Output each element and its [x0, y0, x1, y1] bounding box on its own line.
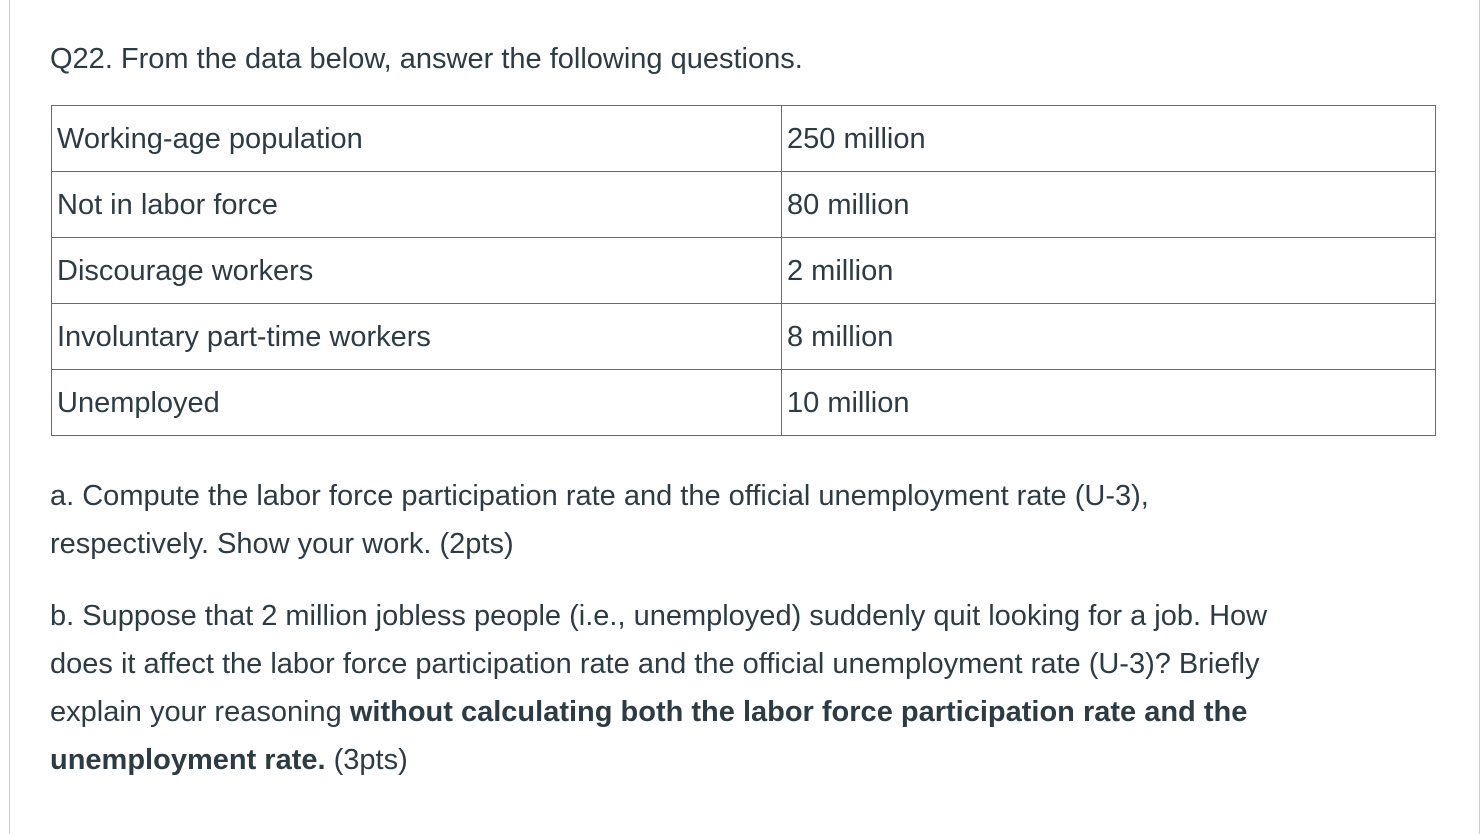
part-b-plain-text: (3pts)	[325, 744, 408, 776]
part-b-line	[50, 736, 1430, 784]
row-value: 250 million	[782, 106, 1436, 172]
table-row	[52, 106, 1436, 172]
part-b-paragraph	[50, 592, 1430, 784]
part-b-line: does it affect the labor force participation rate and the official unemployment rate (U-3)? Briefly	[50, 648, 1260, 680]
part-a-paragraph	[50, 472, 1430, 568]
row-label: Unemployed	[52, 370, 782, 436]
page-frame-left-border	[9, 0, 10, 834]
row-value: 2 million	[782, 238, 1436, 304]
part-b-line: b. Suppose that 2 million jobless people (i.e., unemployed) suddenly quit looking for a job. How	[50, 600, 1268, 632]
question-title: Q22. From the data below, answer the following questions.	[50, 43, 803, 75]
row-label: Discourage workers	[52, 238, 782, 304]
row-value: 8 million	[782, 304, 1436, 370]
data-table	[51, 105, 1436, 436]
part-a-line: a. Compute the labor force participation rate and the official unemployment rate (U-3),	[50, 480, 1149, 512]
row-label: Not in labor force	[52, 172, 782, 238]
part-a-line: respectively. Show your work. (2pts)	[50, 528, 514, 560]
table-row	[52, 238, 1436, 304]
row-value: 10 million	[782, 370, 1436, 436]
part-b-plain-text: explain your reasoning	[50, 696, 350, 728]
row-label: Involuntary part-time workers	[52, 304, 782, 370]
table-row	[52, 172, 1436, 238]
table-row	[52, 304, 1436, 370]
row-value: 80 million	[782, 172, 1436, 238]
part-b-line	[50, 688, 1430, 736]
row-label: Working-age population	[52, 106, 782, 172]
part-b-bold-text: without calculating both the labor force participation rate and the	[349, 696, 1248, 728]
part-b-bold-text: unemployment rate.	[50, 744, 326, 776]
table-row	[52, 370, 1436, 436]
